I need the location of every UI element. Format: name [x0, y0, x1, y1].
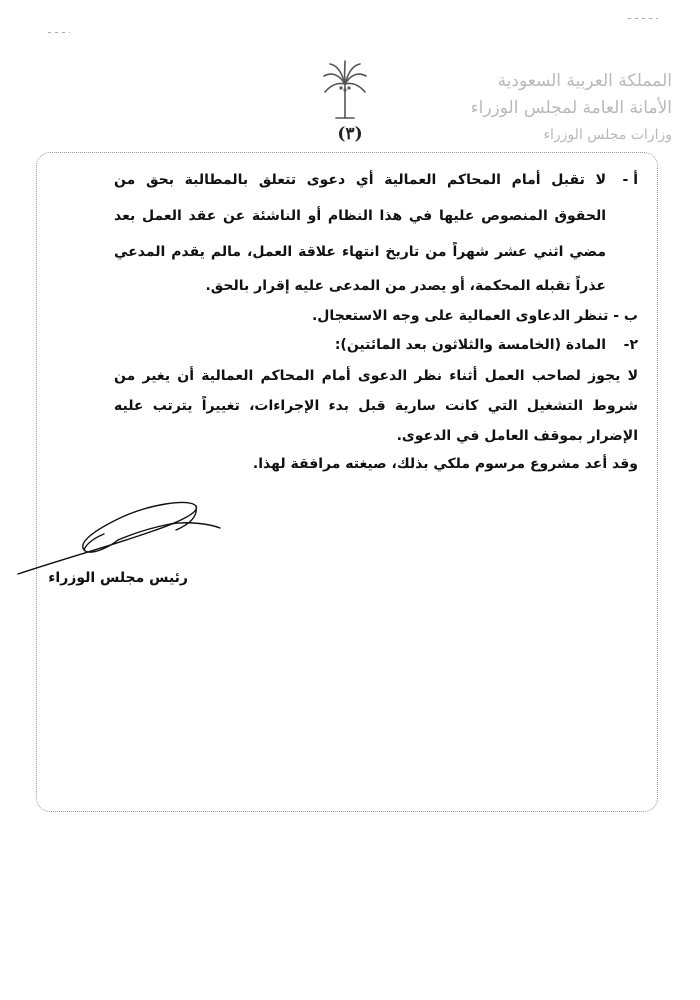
item-2-marker: ٢- [623, 337, 638, 353]
scan-mark-right [628, 18, 658, 19]
item-a-marker: أ - [622, 172, 638, 188]
stamp-line-council: وزارات مجلس الوزراء [543, 127, 672, 143]
page-number: (٣) [337, 124, 363, 144]
article-heading: المادة (الخامسة والثلاثون بعد المائتين): [334, 337, 606, 353]
item-a-line-1: لا تقبل أمام المحاكم العمالية أي دعوى تتعلق بالمطالبة بحق من [114, 172, 606, 188]
item-a-line-2: الحقوق المنصوص عليها في هذا النظام أو الناشئة عن عقد العمل بعد [114, 208, 606, 224]
signature-title: رئيس مجلس الوزراء [48, 570, 188, 586]
palm-tree-emblem-icon [322, 60, 368, 122]
article-line-2: شروط التشغيل التي كانت سارية قبل بدء الإجراءات، تغييراً يترتب عليه [114, 398, 638, 414]
closing-sentence: وقد أعد مشروع مرسوم ملكي بذلك، صيغته مرافقة لهذا. [252, 456, 638, 472]
article-line-3: الإضرار بموقف العامل في الدعوى. [396, 428, 638, 444]
ministry-header-stamp [470, 68, 672, 149]
item-a-line-4: عذراً تقبله المحكمة، أو يصدر من المدعى عليه إقرار بالحق. [205, 278, 606, 294]
stamp-line-secretariat: الأمانة العامة لمجلس الوزراء [470, 98, 672, 118]
item-b: ب - تنظر الدعاوى العمالية على وجه الاستعجال. [311, 308, 638, 324]
article-line-1: لا يجوز لصاحب العمل أثناء نظر الدعوى أمام المحاكم العمالية أن يغير من [114, 368, 638, 384]
stamp-line-kingdom: المملكة العربية السعودية [497, 71, 672, 91]
scan-mark-left [48, 32, 70, 33]
item-a-line-3: مضي اثني عشر شهراً من تاريخ انتهاء علاقة العمل، مالم يقدم المدعي [114, 244, 606, 260]
